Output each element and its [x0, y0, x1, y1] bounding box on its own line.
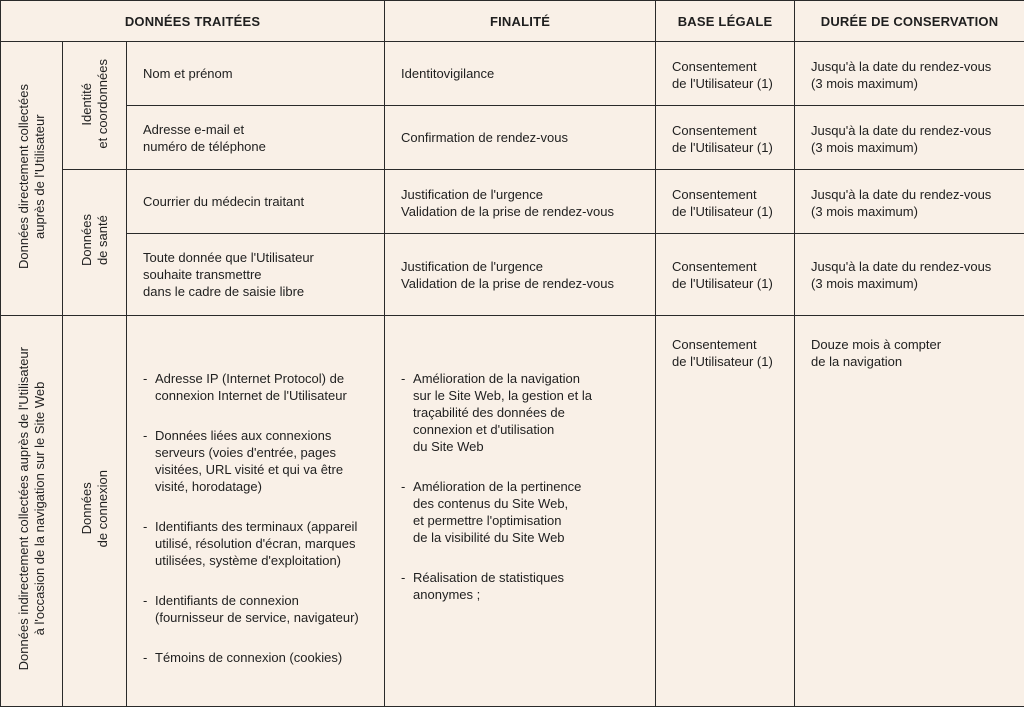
group-indirect: Données indirectement collectées auprès de l'Utilisateur à l'occasion de la navigation sur le Site Web	[1, 316, 63, 707]
list-item: - Amélioration de la pertinence des contenus du Site Web, et permettre l'optimisation de la visibilité du Site Web	[401, 478, 643, 546]
table-row	[1, 106, 1024, 170]
subgroup-identite: Identité et coordonnées	[63, 42, 127, 170]
list-item: - Amélioration de la navigation sur le Site Web, la gestion et la traçabilité des données de connexion et d'utilisation du Site Web	[401, 370, 643, 455]
row-3-finalite: Justification de l'urgence Validation de la prise de rendez-vous	[385, 234, 656, 316]
row-2-finalite: Justification de l'urgence Validation de la prise de rendez-vous	[385, 170, 656, 234]
header-duree: DURÉE DE CONSERVATION	[795, 1, 1024, 42]
row-1-donnee: Adresse e-mail et numéro de téléphone	[127, 106, 385, 170]
list-item: - Identifiants des terminaux (appareil utilisé, résolution d'écran, marques utilisées, système d'exploitation)	[143, 518, 372, 569]
row-3-donnee: Toute donnée que l'Utilisateur souhaite transmettre dans le cadre de saisie libre	[127, 234, 385, 316]
connexion-base: Consentement de l'Utilisateur (1)	[656, 316, 795, 707]
list-item: - Identifiants de connexion (fournisseur de service, navigateur)	[143, 592, 372, 626]
list-item: - Adresse IP (Internet Protocol) de connexion Internet de l'Utilisateur	[143, 370, 372, 404]
row-0-donnee: Nom et prénom	[127, 42, 385, 106]
row-0-finalite: Identitovigilance	[385, 42, 656, 106]
row-2-donnee: Courrier du médecin traitant	[127, 170, 385, 234]
list-item: - Données liées aux connexions serveurs (voies d'entrée, pages visitées, URL visité et qui va être visité, horodatage)	[143, 427, 372, 495]
header-donnees: DONNÉES TRAITÉES	[1, 1, 385, 42]
subgroup-connexion: Données de connexion	[63, 316, 127, 707]
connexion-donnees	[127, 316, 385, 707]
row-3-base: Consentement de l'Utilisateur (1)	[656, 234, 795, 316]
connexion-duree: Douze mois à compter de la navigation	[795, 316, 1024, 707]
row-0-base: Consentement de l'Utilisateur (1)	[656, 42, 795, 106]
list-item: - Témoins de connexion (cookies)	[143, 649, 372, 666]
connexion-finalites-list	[401, 353, 643, 626]
row-2-duree: Jusqu'à la date du rendez-vous (3 mois maximum)	[795, 170, 1024, 234]
header-finalite: FINALITÉ	[385, 1, 656, 42]
row-3-duree: Jusqu'à la date du rendez-vous (3 mois maximum)	[795, 234, 1024, 316]
table-row	[1, 234, 1024, 316]
list-item: - Réalisation de statistiques anonymes ;	[401, 569, 643, 603]
row-2-base: Consentement de l'Utilisateur (1)	[656, 170, 795, 234]
table-row	[1, 42, 1024, 106]
connexion-donnees-list	[143, 353, 372, 689]
row-0-duree: Jusqu'à la date du rendez-vous (3 mois maximum)	[795, 42, 1024, 106]
header-row	[1, 1, 1024, 42]
subgroup-sante: Données de santé	[63, 170, 127, 316]
row-1-finalite: Confirmation de rendez-vous	[385, 106, 656, 170]
group-direct: Données directement collectées auprès de l'Utilisateur	[1, 42, 63, 316]
row-1-base: Consentement de l'Utilisateur (1)	[656, 106, 795, 170]
table-row	[1, 316, 1024, 707]
header-base-legale: BASE LÉGALE	[656, 1, 795, 42]
row-1-duree: Jusqu'à la date du rendez-vous (3 mois maximum)	[795, 106, 1024, 170]
connexion-finalites	[385, 316, 656, 707]
table-row	[1, 170, 1024, 234]
